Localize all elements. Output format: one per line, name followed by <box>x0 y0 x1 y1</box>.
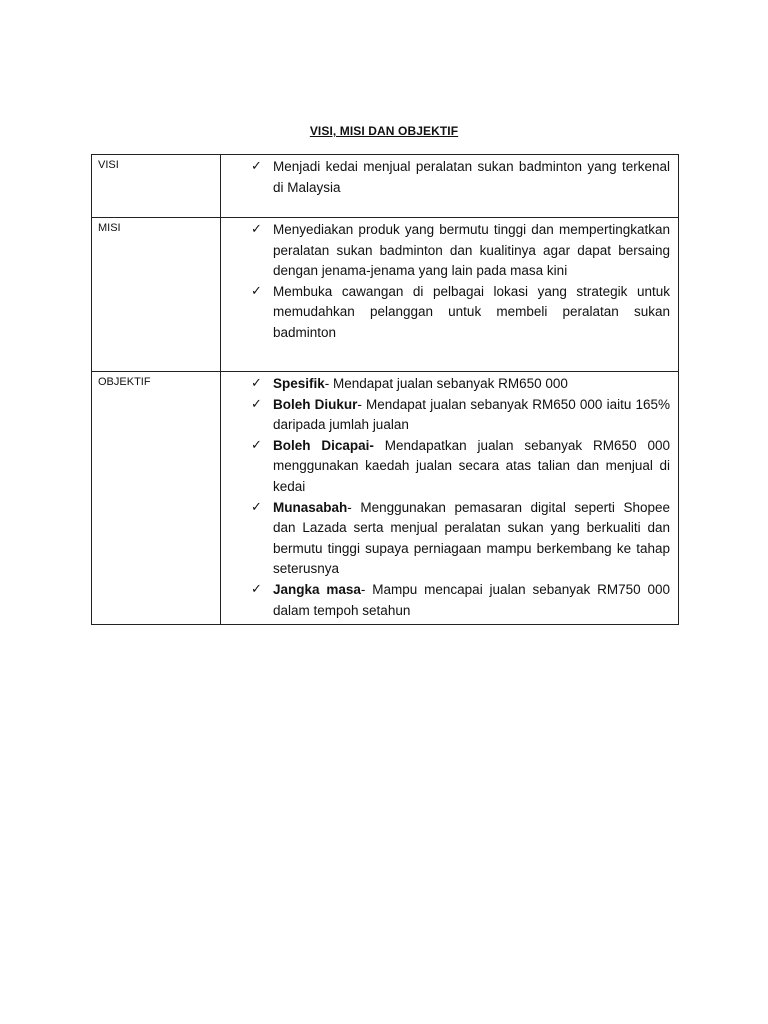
list-item <box>251 157 670 198</box>
item-text: Membuka cawangan di pelbagai lokasi yang strategik untuk memudahkan pelanggan untuk membeli peralatan sukan badminton <box>273 283 670 340</box>
item-lead: Boleh Dicapai- <box>273 437 374 453</box>
checkmark-icon: ✓ <box>251 376 262 391</box>
list-item <box>251 395 670 436</box>
table-row-objektif <box>92 372 679 625</box>
checkmark-icon: ✓ <box>251 283 262 299</box>
list-item <box>251 282 670 344</box>
list-item <box>251 498 670 580</box>
row-content-visi <box>221 155 679 218</box>
item-text: Menyediakan produk yang bermutu tinggi dan mempertingkatkan peralatan sukan badminton dan kualitinya agar dapat bersaing dengan jenama-jenama yang lain pada masa kini <box>273 222 670 279</box>
item-text: Mendapatkan jualan sebanyak RM650 000 menggunakan kaedah jualan secara atas talian dan menjual di kedai <box>273 437 670 494</box>
row-content-misi <box>221 218 679 372</box>
list-item <box>251 436 670 498</box>
item-text: - Mendapat jualan sebanyak RM650 000 <box>324 376 568 391</box>
page-title: VISI, MISI DAN OBJEKTIF <box>309 124 459 138</box>
table-row-misi <box>92 218 679 372</box>
vmo-table <box>91 154 679 625</box>
item-lead: Boleh Diukur <box>273 396 358 412</box>
row-label-misi: MISI <box>92 218 221 372</box>
checkmark-icon: ✓ <box>251 499 262 515</box>
visi-list <box>251 157 670 198</box>
row-label-objektif: OBJEKTIF <box>92 372 221 625</box>
checkmark-icon: ✓ <box>251 396 262 412</box>
list-item <box>251 580 670 621</box>
item-lead: Munasabah <box>273 499 348 515</box>
checkmark-icon: ✓ <box>251 437 262 453</box>
checkmark-icon: ✓ <box>251 159 262 174</box>
misi-list <box>251 220 670 344</box>
list-item <box>251 220 670 282</box>
item-text: Menjadi kedai menjual peralatan sukan badminton yang terkenal di Malaysia <box>273 159 670 195</box>
row-label-visi: VISI <box>92 155 221 218</box>
checkmark-icon: ✓ <box>251 222 262 237</box>
item-text: - Mampu mencapai jualan sebanyak RM750 000 dalam tempoh setahun <box>273 581 670 618</box>
objektif-list <box>251 374 670 621</box>
item-lead: Spesifik <box>273 376 325 391</box>
item-text: - Mendapat jualan sebanyak RM650 000 iaitu 165% daripada jumlah jualan <box>273 396 670 433</box>
item-text: - Menggunakan pemasaran digital seperti Shopee dan Lazada serta menjual peralatan sukan yang berkualiti dan bermutu tinggi supaya perniagaan mampu berkembang ke tahap seterusnya <box>273 499 670 577</box>
checkmark-icon: ✓ <box>251 581 262 597</box>
list-item <box>251 374 670 395</box>
row-content-objektif <box>221 372 679 625</box>
table-row-visi <box>92 155 679 218</box>
item-lead: Jangka masa <box>273 581 361 597</box>
